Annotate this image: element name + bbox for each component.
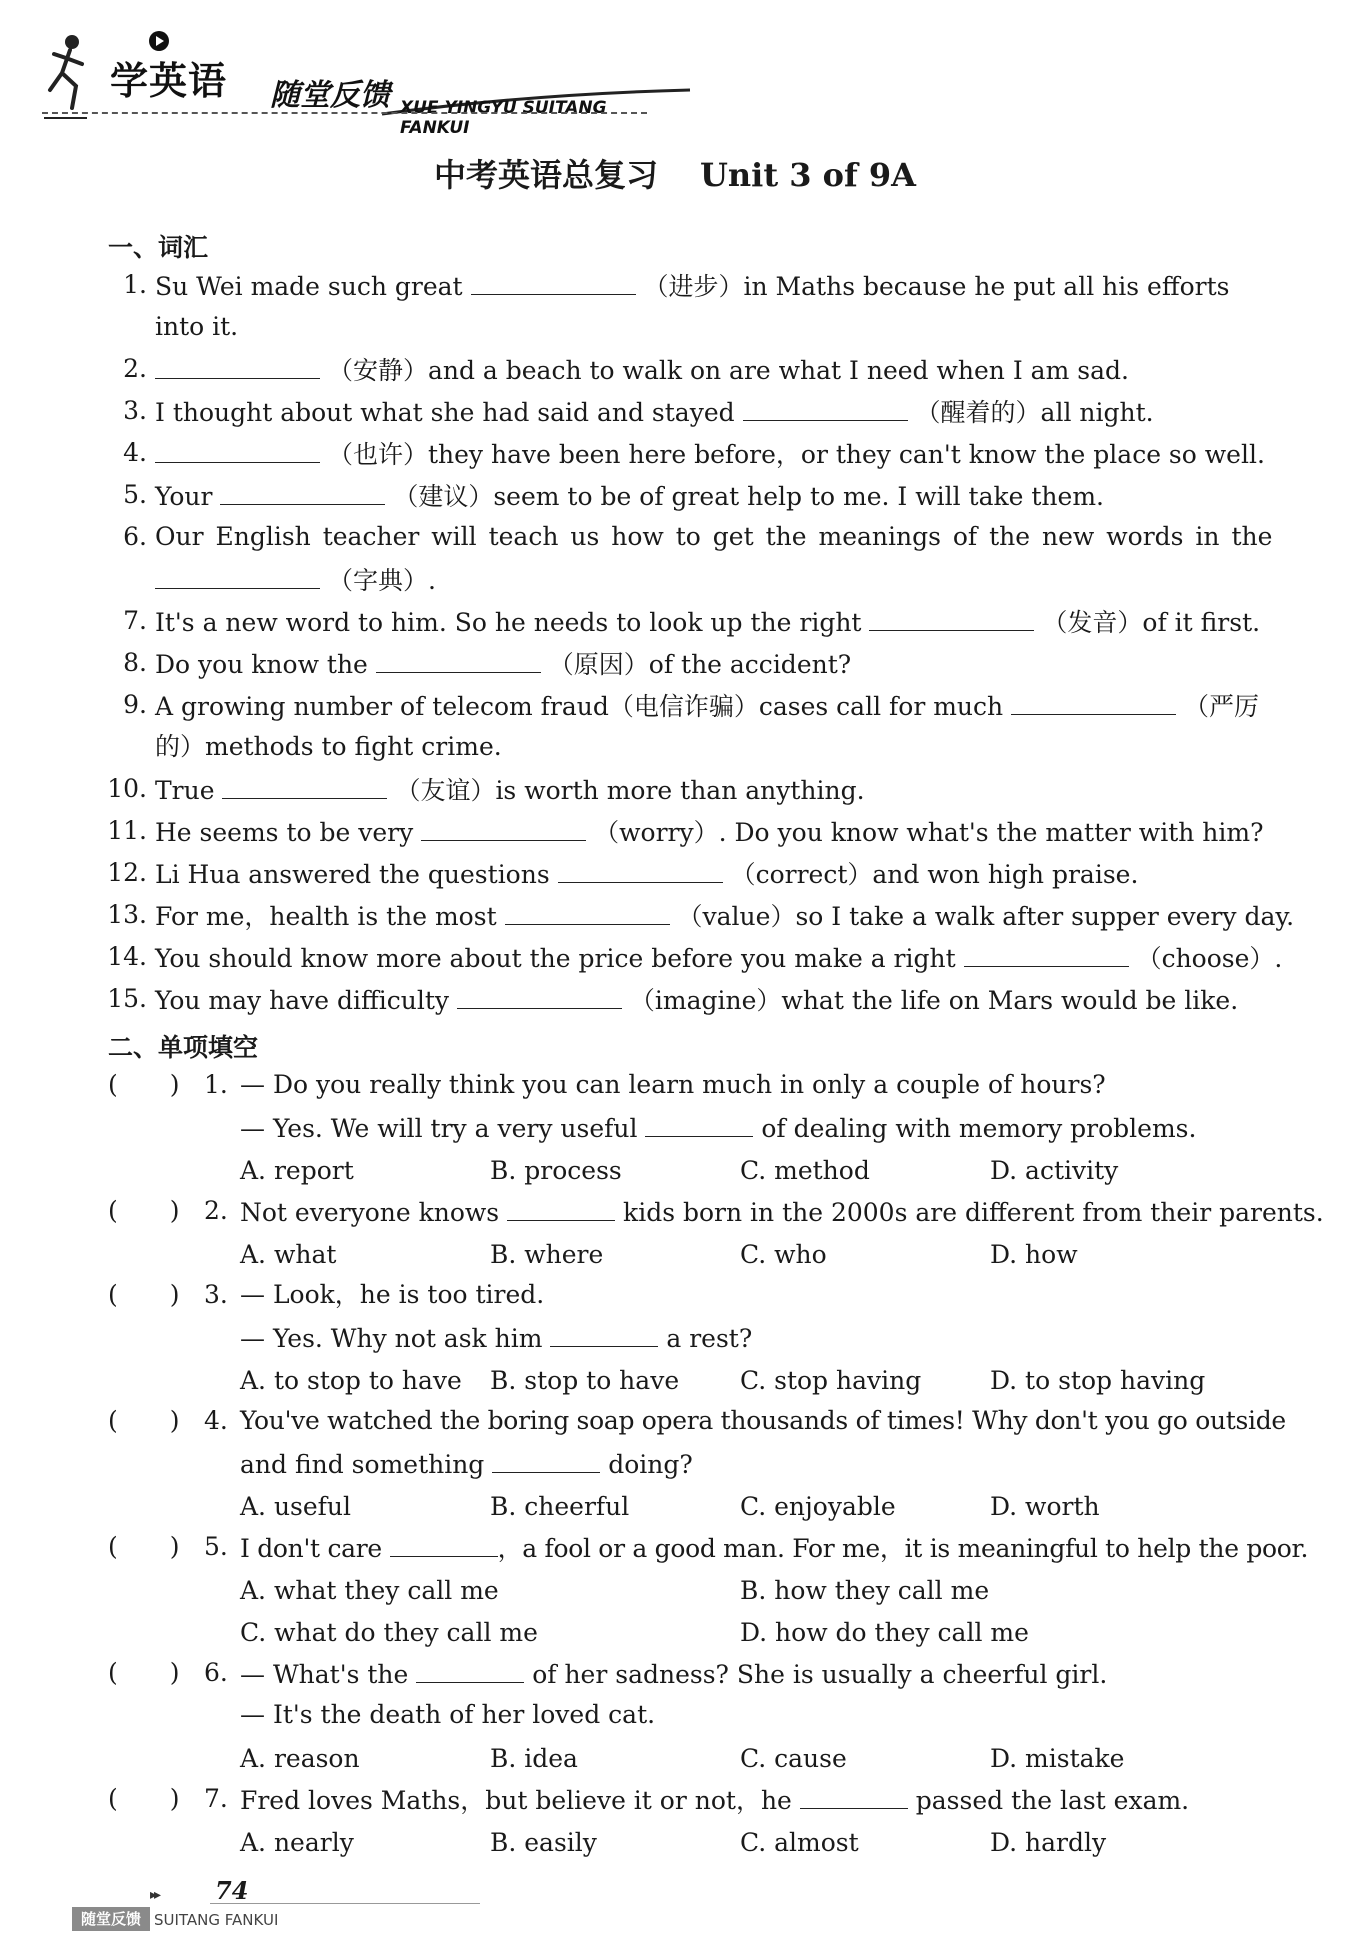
- option-a: A. nearly: [240, 1828, 354, 1857]
- mc-question-line: and find something doing?: [240, 1450, 693, 1479]
- option-d: D. to stop having: [990, 1366, 1206, 1395]
- option-b: B. idea: [490, 1744, 578, 1773]
- option-d: D. worth: [990, 1492, 1100, 1521]
- answer-blank[interactable]: [492, 1450, 600, 1473]
- option-d: D. how: [990, 1240, 1078, 1269]
- play-icon: [148, 30, 170, 52]
- mc-question-line: — Yes. We will try a very useful of dealing with memory problems.: [240, 1114, 1197, 1143]
- answer-blank[interactable]: [222, 776, 387, 799]
- footer-pinyin: SUITANG FANKUI: [154, 1911, 279, 1929]
- option-c: C. who: [740, 1240, 827, 1269]
- brand-subtitle: 随堂反馈: [270, 78, 390, 113]
- option-d: D. activity: [990, 1156, 1119, 1185]
- option-c: C. enjoyable: [740, 1492, 896, 1521]
- option-c: C. cause: [740, 1744, 847, 1773]
- answer-blank[interactable]: [376, 650, 541, 673]
- option-b: B. process: [490, 1156, 622, 1185]
- answer-blank[interactable]: [507, 1198, 615, 1221]
- mc-question-line: — It's the death of her loved cat.: [240, 1700, 656, 1729]
- option-a: A. useful: [240, 1492, 352, 1521]
- option-a: A. what they call me: [240, 1576, 499, 1605]
- answer-blank[interactable]: [155, 440, 320, 463]
- mc-question: ( ) 3. — Look，he is too tired.: [108, 1280, 545, 1309]
- option-c: C. method: [740, 1156, 870, 1185]
- worksheet-page: 学英语 随堂反馈 XUE YINGYU SUITANG FANKUI 中考英语总复习 Unit 3 of 9A 一、词汇 1. Su Wei made such great （进步）in Maths because he put all his efforts into it. 2. （安静）and a beach to walk on are what I need when I am sad. 3. I thought about what she had said and stayed （醒着的）all night. 4. （也许）they have been here before，or they can't know the place so well. 5. Your （建议）seem to be of great help to me. I will take them. 6. Our English teacher will teach us how to get the meanings of the new words in the （字典）. 7. It's a new word to him. So he needs to look up the right （发音）of it first. 8. Do you know the （原因）of the accident? 9. A growing number of telecom fraud（电信诈骗）cases call for much （严厉 的）methods to fight crime. 10. True （友谊）is worth more than anything. 11. He seems to be very （worry）. Do you know what's the matter with him? 12. Li Hua answered the questions （correct）and won high praise. 13. For me，health is the most （value）so I take a walk after supper every day. 14. You should know more about the price before you make a right （choose）. 15. You may have difficulty （imagine）what the life on Mars would be like. 二、单项填空 ( ) 1. — Do you really think you can learn much in only a couple of hours? — Yes. We will try a very useful of dealing with memory problems. A. report B. process C. method D. activity ( ) 2. Not everyone knows kids born in the 2000s are different from their parents. A. what B. where C. who D. how ( ) 3. — Look，he is too tired. — Yes. Why not ask him a rest? A. to stop to have B. stop to have C. stop having D. to stop having ( ) 4. You've watched the boring soap opera thousands of times! Why don't you go outside and find something doing? A. useful B. cheerful C. enjoyable D. worth ( ) 5. I don't care ，a fool or a good man. For me，it is meaningful to help the poor. A. what they call me B. how they call me C. what do they call me D. how do they call me ( ) 6. — What's the of her sadness? She is usually a cheerful girl. — It's the death of her loved cat. A. reason B. idea C. cause D. mistake ( ) 7. Fred loves Maths，but believe it or not，he passed the last exam. A. nearly B. easily C. almost D. hardly ▸▸ 74 随堂反馈 SUITANG FANKUI: [0, 0, 1350, 1950]
- answer-blank[interactable]: [743, 398, 908, 421]
- answer-blank[interactable]: [220, 482, 385, 505]
- header-divider: [42, 112, 647, 114]
- title-en: Unit 3 of 9A: [700, 156, 916, 194]
- answer-blank[interactable]: [155, 356, 320, 379]
- footer-arrows-icon: ▸▸: [150, 1887, 159, 1903]
- answer-paren-open: (: [108, 1070, 118, 1099]
- option-d: D. mistake: [990, 1744, 1125, 1773]
- section-heading-vocabulary: 一、词汇: [108, 233, 209, 262]
- option-a: A. what: [240, 1240, 337, 1269]
- section-heading-multiple-choice: 二、单项填空: [108, 1033, 259, 1062]
- runner-icon: [42, 28, 112, 123]
- answer-blank[interactable]: [421, 818, 586, 841]
- option-b: B. where: [490, 1240, 604, 1269]
- answer-blank[interactable]: [1011, 692, 1176, 715]
- title-cn: 中考英语总复习: [433, 156, 658, 194]
- brand-pinyin: XUE YINGYU SUITANG FANKUI: [400, 98, 607, 138]
- answer-blank[interactable]: [800, 1786, 908, 1809]
- answer-blank[interactable]: [558, 860, 723, 883]
- mc-question: ( ) 4. You've watched the boring soap opera thousands of times! Why don't you go outside: [108, 1406, 1286, 1435]
- brand-title: 学英语: [110, 59, 228, 103]
- answer-blank[interactable]: [416, 1660, 524, 1683]
- mc-question-line: — Yes. Why not ask him a rest?: [240, 1324, 753, 1353]
- answer-blank[interactable]: [645, 1114, 753, 1137]
- option-c: C. almost: [740, 1828, 859, 1857]
- option-d: D. how do they call me: [740, 1618, 1029, 1647]
- page-number: 74: [215, 1876, 249, 1905]
- mc-question: ( ) 1. — Do you really think you can learn much in only a couple of hours?: [108, 1070, 1106, 1099]
- answer-blank[interactable]: [964, 944, 1129, 967]
- answer-blank[interactable]: [155, 566, 320, 589]
- answer-blank[interactable]: [550, 1324, 658, 1347]
- answer-blank[interactable]: [390, 1534, 498, 1557]
- mc-question: ( ) 2. Not everyone knows kids born in the 2000s are different from their parents.: [108, 1196, 1324, 1227]
- option-b: B. easily: [490, 1828, 597, 1857]
- vocab-item-continuation: （字典）.: [155, 566, 436, 593]
- mc-question: ( ) 6. — What's the of her sadness? She is usually a cheerful girl.: [108, 1658, 1108, 1689]
- option-d: D. hardly: [990, 1828, 1107, 1857]
- option-a: A. to stop to have: [240, 1366, 462, 1395]
- answer-blank[interactable]: [457, 986, 622, 1009]
- answer-blank[interactable]: [869, 608, 1034, 631]
- option-a: A. report: [240, 1156, 354, 1185]
- vocab-item-continuation: 的）methods to fight crime.: [155, 732, 502, 761]
- option-c: C. stop having: [740, 1366, 922, 1395]
- answer-blank[interactable]: [471, 272, 636, 295]
- header-logo: [42, 20, 662, 138]
- vocab-item-continuation: into it.: [155, 312, 239, 341]
- option-b: B. how they call me: [740, 1576, 990, 1605]
- option-c: C. what do they call me: [240, 1618, 538, 1647]
- option-b: B. stop to have: [490, 1366, 680, 1395]
- page-title: [0, 150, 1350, 196]
- footer-badge: 随堂反馈: [72, 1907, 150, 1931]
- option-a: A. reason: [240, 1744, 360, 1773]
- option-b: B. cheerful: [490, 1492, 630, 1521]
- answer-blank[interactable]: [505, 902, 670, 925]
- mc-question: ( ) 7. Fred loves Maths，but believe it or not，he passed the last exam.: [108, 1784, 1190, 1815]
- footer-divider: [210, 1903, 480, 1904]
- mc-question: ( ) 5. I don't care ，a fool or a good man. For me，it is meaningful to help the poor.: [108, 1532, 1309, 1563]
